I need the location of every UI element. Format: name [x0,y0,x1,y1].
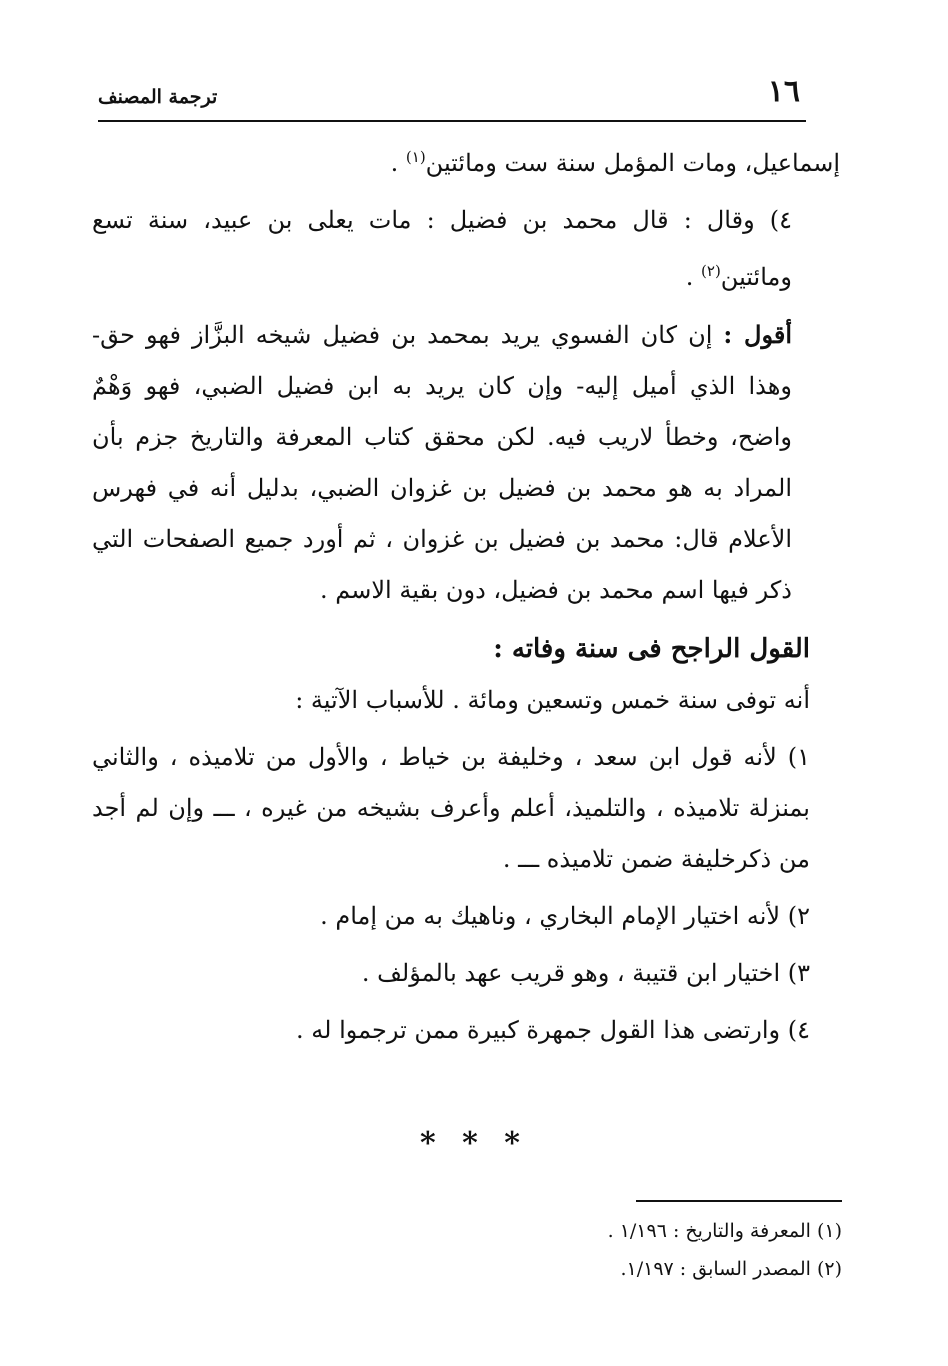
paragraph-continuation [92,132,840,189]
aqool-lead: أقول : [723,320,792,349]
page-number: ١٦ [767,74,800,109]
footnote-1: (١) المعرفة والتاريخ : ١/١٩٦ . [607,1220,842,1242]
footnote-rule [636,1200,842,1202]
running-title: ترجمة المصنف [98,86,218,108]
section-heading: القول الراجح فى سنة وفاته : [493,634,810,664]
paragraph-aqool [92,309,840,616]
paragraph-end: . [685,263,702,291]
aqool-text: إن كان الفسوي يريد بمحمد بن فضيل شيخه البزَّاز فهو حق-وهذا الذي أميل إليه- وإن كان يريد به ابن فضيل الضبي، فهو وَهْمٌ واضح، وخطأ لاريب فيه. لكن محقق كتاب المعرفة والتاريخ جزم بأن المراد به هو محمد بن فضيل بن غزوان الضبي، بدليل أنه في فهرس الأعلام قال: محمد بن فضيل بن غزوان ، ثم أورد جميع الصفحات التي ذكر فيها اسم محمد بن فضيل، دون بقية الاسم . [92,321,792,604]
intro-line: أنه توفى سنة خمس وتسعين ومائة . للأسباب الآتية : [295,686,810,714]
footnote-2: (٢) المصدر السابق : ١/١٩٧. [620,1258,842,1280]
reason-1: ١) لأنه قول ابن سعد ، وخليفة بن خياط ، والأول من تلاميذه ، والثاني بمنزلة تلاميذه ، والتلميذ، أعلم وأعرف بشيخه من غيره ، ـــ وإن لم أجد من ذكرخليفة ضمن تلاميذه ـــ . [92,743,810,873]
paragraph-item-4 [92,195,840,303]
reason-4: ٤) وارتضى هذا القول جمهرة كبيرة ممن ترجموا له . [296,1016,810,1044]
reason-3: ٣) اختيار ابن قتيبة ، وهو قريب عهد بالمؤلف . [361,959,810,987]
paragraph-end: . [390,149,406,177]
section-separator: * * * [420,1126,528,1161]
header-rule [98,120,806,122]
paragraph-text: إسماعيل، ومات المؤمل سنة ست ومائتين [425,149,840,177]
footnotes [460,1212,842,1288]
page-header [98,74,800,120]
footnote-marker: (٢) [701,262,721,280]
main-text [92,132,840,1056]
footnote-marker: (١) [405,148,426,166]
reason-2: ٢) لأنه اختيار الإمام البخاري ، وناهيك به من إمام . [320,902,810,930]
paragraph-text: ٤) وقال : قال محمد بن فضيل : مات يعلى بن عبيد، سنة تسع ومائتين [92,206,792,291]
